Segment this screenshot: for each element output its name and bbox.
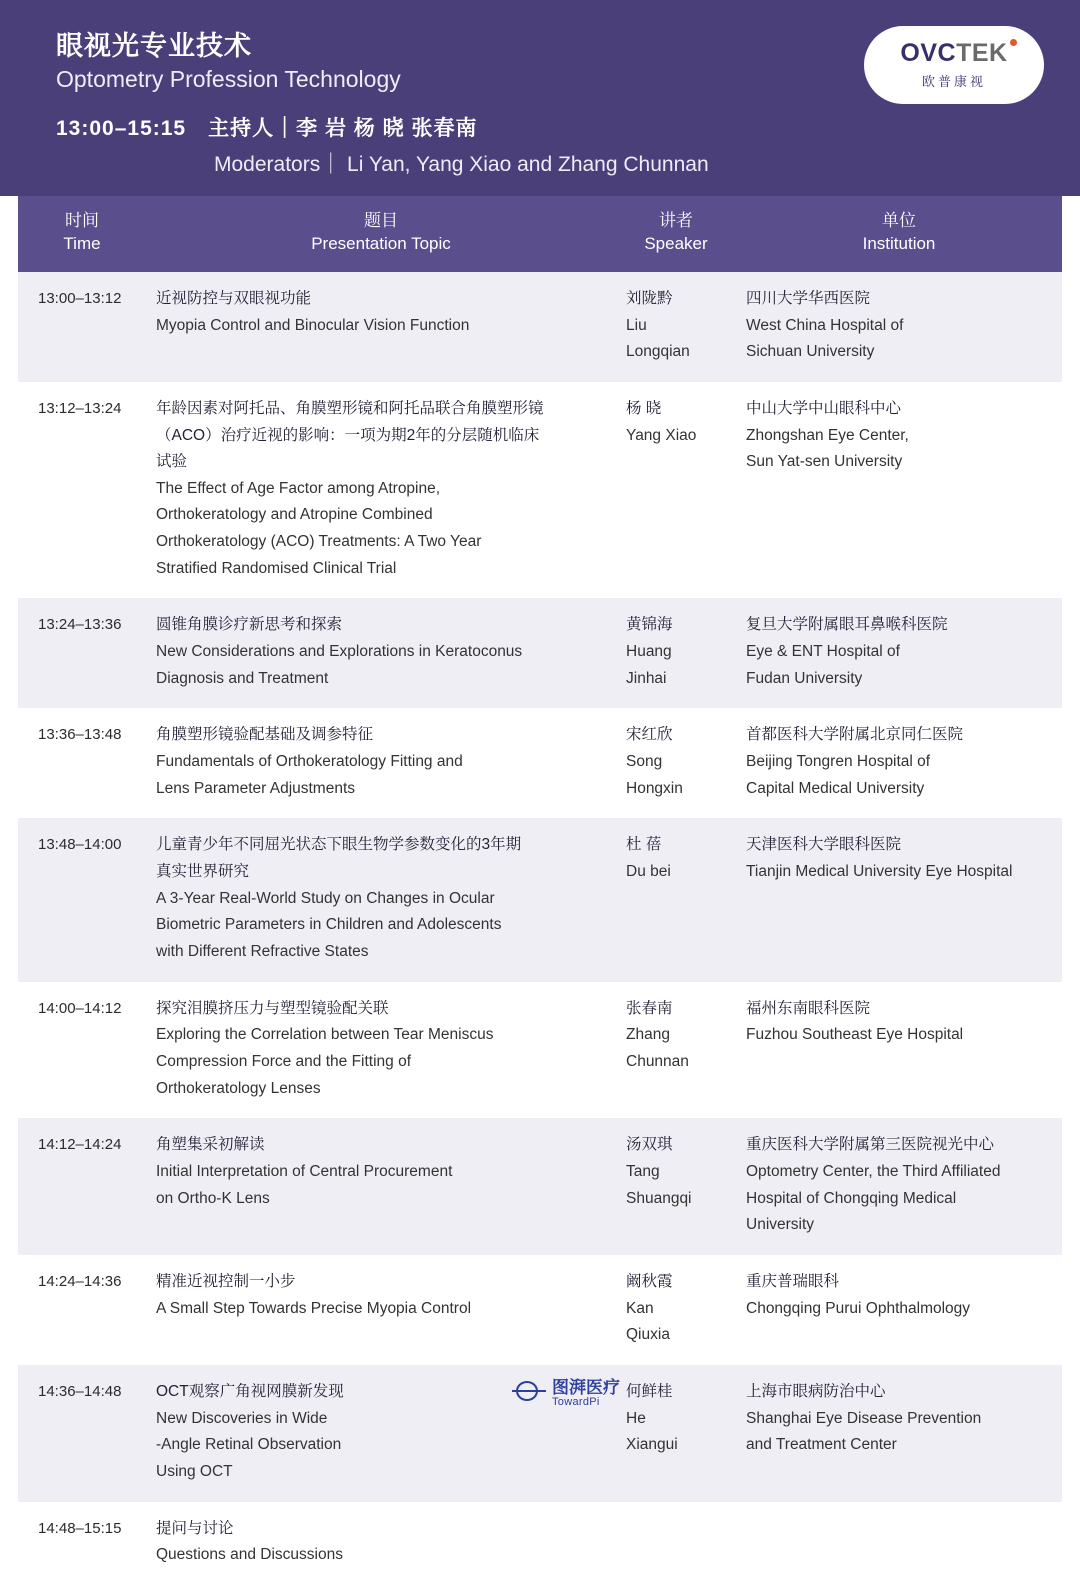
table-row bbox=[18, 1365, 1062, 1502]
cell-institution bbox=[736, 818, 1062, 981]
sponsor-name-cn: 图湃医疗 bbox=[552, 1377, 620, 1397]
topic-line-en: with Different Refractive States bbox=[156, 943, 369, 960]
topic-line-en: Lens Parameter Adjustments bbox=[156, 779, 356, 797]
topic-line-cn: 角塑集采初解读 bbox=[156, 1136, 265, 1154]
cell-institution bbox=[736, 708, 1062, 818]
speaker-line-en: Longqian bbox=[626, 343, 690, 361]
speaker-line-en: Song bbox=[626, 753, 663, 771]
speaker-line-cn: 刘陇黔 bbox=[626, 289, 673, 307]
table-header-row bbox=[18, 196, 1062, 272]
cell-topic bbox=[146, 1502, 616, 1585]
cell-topic bbox=[146, 1365, 620, 1502]
speaker-line-en: Hongxin bbox=[626, 779, 683, 797]
topic-line-cn: 近视防控与双眼视功能 bbox=[156, 289, 312, 307]
institution-line-en: Optometry Center, the Third Affiliated bbox=[746, 1162, 1001, 1180]
speaker-line-en: Du bei bbox=[626, 863, 671, 881]
speaker-line-en: Shuangqi bbox=[626, 1189, 692, 1207]
topic-line-en: New Considerations and Explorations in Keratoconus bbox=[156, 643, 523, 661]
column-header-speaker: 讲者 Speaker bbox=[616, 196, 736, 272]
column-header-institution: 单位 Institution bbox=[736, 196, 1062, 272]
table-row bbox=[18, 818, 1062, 981]
speaker-line-cn: 杜 蓓 bbox=[626, 836, 662, 854]
cell-speaker bbox=[616, 982, 736, 1119]
moderators-line-cn bbox=[56, 112, 1048, 142]
speaker-line-cn: 宋红欣 bbox=[626, 726, 673, 744]
institution-line-en: Tianjin Medical University Eye Hospital bbox=[746, 863, 1013, 881]
cell-institution bbox=[736, 272, 1062, 382]
topic-line-cn: 圆锥角膜诊疗新思考和探索 bbox=[156, 616, 343, 634]
topic-line-en: Myopia Control and Binocular Vision Function bbox=[156, 316, 470, 334]
sponsor-logo bbox=[512, 1379, 620, 1408]
table-row bbox=[18, 1502, 1062, 1585]
speaker-line-en: Yang Xiao bbox=[626, 426, 697, 444]
cell-speaker bbox=[616, 1118, 736, 1255]
cell-time: 13:00–13:12 bbox=[18, 272, 146, 382]
topic-line-en: Stratified Randomised Clinical Trial bbox=[156, 559, 397, 577]
cell-speaker bbox=[616, 598, 736, 708]
table-row bbox=[18, 272, 1062, 382]
cell-institution bbox=[736, 1365, 1062, 1502]
logo-cn: 欧普康视 bbox=[921, 73, 986, 89]
institution-line-en: Sun Yat-sen University bbox=[746, 453, 903, 471]
topic-line-en: Using OCT bbox=[156, 1462, 233, 1480]
cell-time: 14:36–14:48 bbox=[18, 1365, 146, 1502]
logo-tek: TEK bbox=[956, 38, 1008, 67]
institution-line-cn: 四川大学华西医院 bbox=[746, 289, 871, 307]
topic-line-en: Orthokeratology (ACO) Treatments: A Two Year bbox=[156, 533, 482, 551]
session-header bbox=[0, 0, 1080, 196]
topic-line-en: Questions and Discussions bbox=[156, 1546, 343, 1564]
topic-line-cn: 年龄因素对阿托品、角膜塑形镜和阿托品联合角膜塑形镜 bbox=[156, 399, 544, 417]
speaker-line-en: Liu bbox=[626, 316, 647, 334]
topic-line-cn: 真实世界研究 bbox=[156, 863, 250, 881]
institution-line-en: Beijing Tongren Hospital of bbox=[746, 753, 931, 771]
topic-line-cn: 提问与讨论 bbox=[156, 1519, 234, 1537]
cell-institution bbox=[736, 982, 1062, 1119]
institution-line-cn: 福州东南眼科医院 bbox=[746, 999, 871, 1017]
cell-speaker bbox=[616, 1502, 736, 1585]
speaker-line-en: Chunnan bbox=[626, 1052, 689, 1070]
agenda-table bbox=[18, 196, 1062, 1585]
topic-line-cn: 角膜塑形镜验配基础及调参特征 bbox=[156, 726, 374, 744]
topic-line-cn: （ACO）治疗近视的影响：一项为期2年的分层随机临床 bbox=[156, 426, 540, 444]
topic-line-cn: OCT观察广角视网膜新发现 bbox=[156, 1382, 344, 1400]
cell-speaker bbox=[616, 272, 736, 382]
topic-line-en: Orthokeratology Lenses bbox=[156, 1079, 321, 1097]
speaker-line-en: Xiangui bbox=[626, 1436, 678, 1454]
topic-line-en: A 3-Year Real-World Study on Changes in Ocular bbox=[156, 889, 495, 907]
logo-dot-icon bbox=[1010, 39, 1017, 46]
speaker-line-cn: 何鲜桂 bbox=[626, 1382, 673, 1400]
table-row bbox=[18, 708, 1062, 818]
cell-institution bbox=[736, 1255, 1062, 1365]
speaker-line-en: Kan bbox=[626, 1299, 654, 1317]
topic-line-en: Fundamentals of Orthokeratology Fitting and bbox=[156, 753, 463, 771]
cell-time: 14:48–15:15 bbox=[38, 1519, 122, 1537]
cell-time: 14:00–14:12 bbox=[38, 999, 122, 1017]
table-row bbox=[18, 1255, 1062, 1365]
logo-wordmark bbox=[900, 38, 1008, 67]
speaker-line-en: Tang bbox=[626, 1162, 660, 1180]
institution-line-en: Fudan University bbox=[746, 669, 863, 687]
cell-time: 13:24–13:36 bbox=[18, 598, 146, 708]
institution-line-en: Sichuan University bbox=[746, 343, 875, 361]
cell-topic bbox=[146, 1118, 616, 1255]
institution-line-cn: 重庆医科大学附属第三医院视光中心 bbox=[746, 1136, 995, 1154]
institution-line-en: Fuzhou Southeast Eye Hospital bbox=[746, 1026, 964, 1044]
topic-line-en: Orthokeratology and Atropine Combined bbox=[156, 506, 433, 524]
cell-topic bbox=[146, 382, 616, 599]
topic-line-en: New Discoveries in Wide bbox=[156, 1409, 328, 1427]
institution-line-en: Shanghai Eye Disease Prevention bbox=[746, 1409, 982, 1427]
topic-line-en: Diagnosis and Treatment bbox=[156, 669, 329, 687]
topic-line-cn: 精准近视控制一小步 bbox=[156, 1272, 296, 1290]
cell-time: 14:24–14:36 bbox=[38, 1272, 122, 1290]
moderators-cn: 主持人｜李 岩 杨 晓 张春南 bbox=[208, 116, 478, 140]
institution-line-en: and Treatment Center bbox=[746, 1436, 897, 1454]
cell-institution bbox=[736, 598, 1062, 708]
table-row bbox=[18, 598, 1062, 708]
cell-time: 14:12–14:24 bbox=[18, 1118, 146, 1255]
institution-line-en: University bbox=[746, 1216, 815, 1234]
column-header-time: 时间 Time bbox=[18, 196, 146, 272]
topic-line-cn: 试验 bbox=[156, 453, 188, 471]
topic-line-en: The Effect of Age Factor among Atropine, bbox=[156, 479, 441, 497]
table-row bbox=[18, 382, 1062, 599]
speaker-line-en: Qiuxia bbox=[626, 1326, 670, 1344]
institution-line-cn: 上海市眼病防治中心 bbox=[746, 1382, 886, 1400]
cell-institution bbox=[736, 1502, 1062, 1585]
topic-line-en: on Ortho-K Lens bbox=[156, 1189, 270, 1207]
institution-line-en: Hospital of Chongqing Medical bbox=[746, 1189, 957, 1207]
topic-line-cn: 探究泪膜挤压力与塑型镜验配关联 bbox=[156, 999, 389, 1017]
moderators-en: Moderators｜ Li Yan, Yang Xiao and Zhang Chunnan bbox=[214, 152, 709, 176]
topic-line-en: Biometric Parameters in Children and Adolescents bbox=[156, 916, 502, 934]
speaker-line-cn: 张春南 bbox=[626, 999, 673, 1017]
topic-line-cn: 儿童青少年不同屈光状态下眼生物学参数变化的3年期 bbox=[156, 836, 522, 854]
cell-speaker bbox=[616, 382, 736, 599]
session-title-cn: 眼视光专业技术 bbox=[56, 31, 252, 61]
speaker-line-cn: 阚秋霞 bbox=[626, 1272, 673, 1290]
speaker-line-en: Huang bbox=[626, 643, 672, 661]
topic-line-en: A Small Step Towards Precise Myopia Control bbox=[156, 1299, 472, 1317]
institution-line-en: Zhongshan Eye Center, bbox=[746, 426, 909, 444]
table-row bbox=[18, 1118, 1062, 1255]
cell-topic bbox=[146, 598, 616, 708]
cell-topic bbox=[146, 1255, 616, 1365]
topic-line-en: -Angle Retinal Observation bbox=[156, 1436, 342, 1454]
table-row bbox=[18, 982, 1062, 1119]
topic-line-en: Initial Interpretation of Central Procurement bbox=[156, 1162, 453, 1180]
cell-speaker bbox=[616, 1365, 736, 1502]
institution-line-en: Capital Medical University bbox=[746, 779, 925, 797]
cell-topic bbox=[146, 272, 616, 382]
ovctek-logo bbox=[864, 26, 1044, 104]
topic-line-en: Compression Force and the Fitting of bbox=[156, 1052, 412, 1070]
institution-line-cn: 中山大学中山眼科中心 bbox=[746, 399, 902, 417]
speaker-line-cn: 黄锦海 bbox=[626, 616, 673, 634]
institution-line-en: Chongqing Purui Ophthalmology bbox=[746, 1299, 971, 1317]
speaker-line-en: Jinhai bbox=[626, 669, 667, 687]
cell-topic bbox=[146, 982, 616, 1119]
logo-ovc: OVC bbox=[900, 38, 957, 67]
sponsor-name-en: TowardPi bbox=[552, 1395, 600, 1408]
column-header-topic: 题目 Presentation Topic bbox=[146, 196, 616, 272]
cell-topic bbox=[146, 708, 616, 818]
institution-line-cn: 重庆普瑞眼科 bbox=[746, 1272, 840, 1290]
session-title-en: Optometry Profession Technology bbox=[56, 66, 401, 93]
cell-time: 13:36–13:48 bbox=[38, 726, 122, 744]
institution-line-en: Eye & ENT Hospital of bbox=[746, 643, 900, 661]
cell-speaker bbox=[616, 1255, 736, 1365]
topic-line-en: Exploring the Correlation between Tear Meniscus bbox=[156, 1026, 494, 1044]
institution-line-cn: 天津医科大学眼科医院 bbox=[746, 836, 902, 854]
institution-line-cn: 首都医科大学附属北京同仁医院 bbox=[746, 726, 964, 744]
cell-time: 13:12–13:24 bbox=[38, 399, 122, 417]
session-time: 13:00–15:15 bbox=[56, 116, 187, 140]
cell-topic bbox=[146, 818, 616, 981]
cell-speaker bbox=[616, 708, 736, 818]
speaker-line-cn: 杨 晓 bbox=[626, 399, 662, 417]
cell-institution bbox=[736, 382, 1062, 599]
institution-line-cn: 复旦大学附属眼耳鼻喉科医院 bbox=[746, 616, 948, 634]
speaker-line-en: He bbox=[626, 1409, 646, 1427]
cell-institution bbox=[736, 1118, 1062, 1255]
speaker-line-cn: 汤双琪 bbox=[626, 1136, 673, 1154]
institution-line-en: West China Hospital of bbox=[746, 316, 904, 334]
speaker-line-en: Zhang bbox=[626, 1026, 670, 1044]
cell-time: 13:48–14:00 bbox=[18, 818, 146, 981]
towardpi-mark-icon bbox=[512, 1381, 546, 1407]
cell-speaker bbox=[616, 818, 736, 981]
